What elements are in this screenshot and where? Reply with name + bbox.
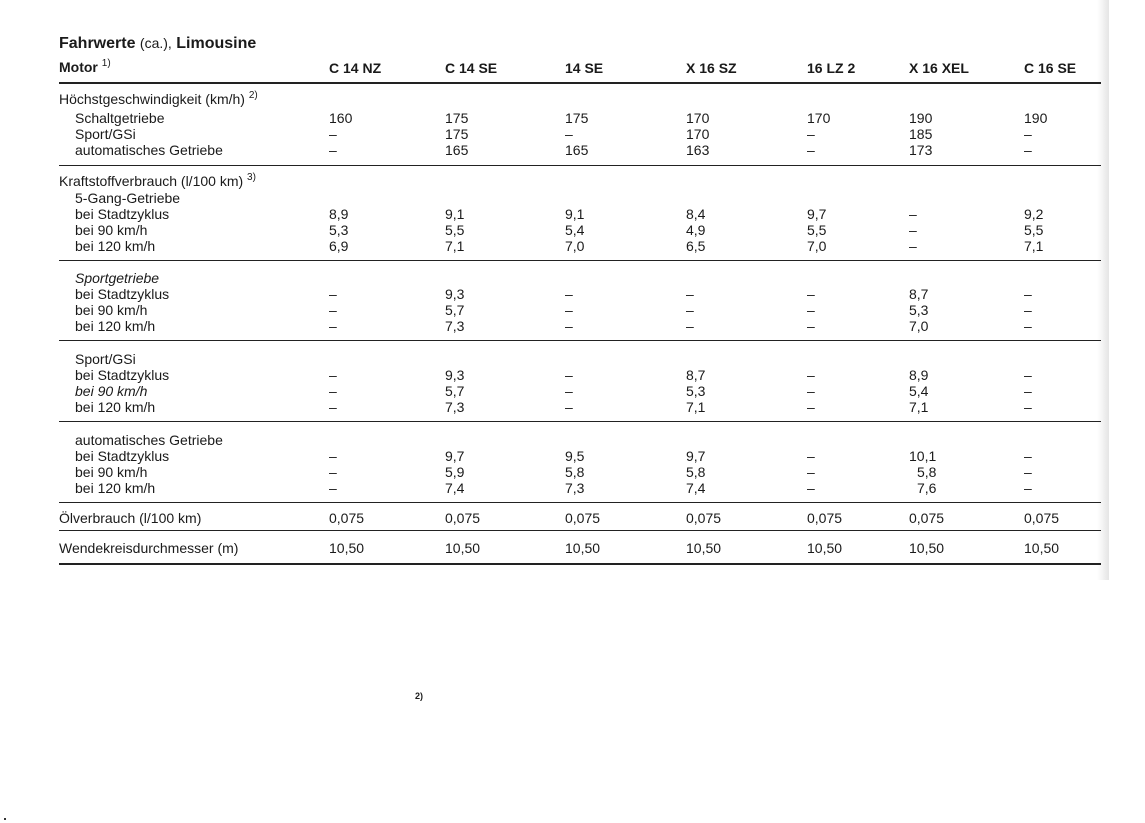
row-label: bei 120 km/h [75,238,156,254]
table-cell: 5,5 [1024,222,1044,238]
row-label: bei 120 km/h [75,318,156,334]
section-divider [59,260,1101,261]
table-cell: 7,1 [909,399,929,415]
table-cell: – [807,448,815,464]
section-divider [59,165,1101,166]
table-cell: – [1024,480,1032,496]
table-cell: 9,7 [445,448,465,464]
table-cell: 10,50 [445,540,481,556]
table-cell: – [329,399,337,415]
table-cell: 8,9 [909,367,929,383]
table-cell: – [565,383,573,399]
section-title-top-speed [59,90,258,107]
section-title-text: Höchstgeschwindigkeit (km/h) [59,91,245,107]
table-cell: 175 [445,110,469,126]
table-cell: 9,7 [807,206,827,222]
table-cell: – [807,302,815,318]
table-cell: – [565,286,573,302]
motor-footnote: 1) [101,58,111,69]
table-cell: – [329,448,337,464]
table-cell: 5,8 [686,464,706,480]
table-cell: 10,50 [807,540,843,556]
table-cell: 9,3 [445,286,465,302]
table-cell: 9,1 [445,206,465,222]
column-header-c14nz: C 14 NZ [329,60,382,76]
table-cell: 10,50 [909,540,945,556]
column-header-14se: 14 SE [565,60,604,76]
row-label: bei 120 km/h [75,399,156,415]
table-cell: 185 [909,126,933,142]
table-cell: 175 [565,110,589,126]
table-cell: 10,50 [565,540,601,556]
table-cell: 7,1 [686,399,706,415]
table-cell: – [807,399,815,415]
table-cell: – [1024,448,1032,464]
row-label: bei 90 km/h [75,222,148,238]
title-body-type: Limousine [176,35,257,52]
table-cell: – [565,367,573,383]
table-cell: – [565,126,573,142]
table-cell: 0,075 [686,510,722,526]
table-cell: – [329,367,337,383]
table-cell: – [329,464,337,480]
table-cell: 7,3 [565,480,585,496]
scan-speck [4,818,6,820]
table-cell: 8,9 [329,206,349,222]
table-cell: 5,8 [565,464,585,480]
table-cell: 9,3 [445,367,465,383]
page-edge-shadow [1097,0,1109,580]
table-cell: 8,4 [686,206,706,222]
table-cell: – [1024,286,1032,302]
section-title-text: Kraftstoffverbrauch (l/100 km) [59,173,244,189]
table-cell: – [807,126,815,142]
row-label: Sport/GSi [75,126,136,142]
table-cell: 7,1 [1024,238,1044,254]
table-cell: 5,3 [329,222,349,238]
table-cell: – [686,318,694,334]
title-approx: (ca.), [139,35,172,51]
table-cell: 5,8 [917,464,937,480]
column-header-c14se: C 14 SE [445,60,498,76]
table-cell: 10,1 [909,448,937,464]
table-cell: – [329,383,337,399]
row-label: bei 120 km/h [75,480,156,496]
table-cell: 6,5 [686,238,706,254]
group-subtitle: 5-Gang-Getriebe [75,190,181,206]
group-subtitle: Sport/GSi [75,351,136,367]
table-cell: – [329,318,337,334]
table-cell: 8,7 [686,367,706,383]
table-cell: – [909,222,917,238]
group-subtitle: automatisches Getriebe [75,432,223,448]
table-cell: 5,4 [565,222,585,238]
table-cell: 165 [445,142,469,158]
table-cell: – [807,286,815,302]
table-cell: 10,50 [686,540,722,556]
section-divider [59,502,1101,503]
table-cell: 7,1 [445,238,465,254]
table-cell: – [909,206,917,222]
section-divider [59,340,1101,341]
table-cell: 6,9 [329,238,349,254]
column-header-16lz2: 16 LZ 2 [807,60,856,76]
table-cell: 7,3 [445,399,465,415]
table-cell: 5,3 [909,302,929,318]
table-cell: 7,6 [917,480,937,496]
table-cell: – [1024,464,1032,480]
footnote-mark: 2) [415,691,424,701]
row-label: bei Stadtzyklus [75,286,170,302]
table-cell: – [1024,302,1032,318]
page-title [59,35,256,53]
table-cell: 5,3 [686,383,706,399]
row-label: bei Stadtzyklus [75,448,170,464]
table-cell: 160 [329,110,353,126]
table-cell: 5,5 [807,222,827,238]
table-cell: 4,9 [686,222,706,238]
table-cell: 0,075 [1024,510,1060,526]
row-label: bei Stadtzyklus [75,206,170,222]
row-label: bei Stadtzyklus [75,367,170,383]
motor-label [59,58,111,75]
section-divider [59,530,1101,531]
table-cell: 5,7 [445,302,465,318]
table-cell: 9,7 [686,448,706,464]
table-cell: – [1024,367,1032,383]
table-cell: 7,4 [445,480,465,496]
table-cell: – [1024,399,1032,415]
table-cell: 10,50 [1024,540,1060,556]
table-cell: 173 [909,142,933,158]
table-cell: 5,9 [445,464,465,480]
table-cell: – [807,383,815,399]
section-divider [59,421,1101,422]
header-rule [59,82,1101,84]
table-cell: 9,2 [1024,206,1044,222]
table-cell: – [565,399,573,415]
table-cell: – [686,302,694,318]
table-cell: 7,4 [686,480,706,496]
table-cell: 7,0 [565,238,585,254]
motor-label-text: Motor [59,59,98,75]
table-cell: 190 [1024,110,1048,126]
table-cell: 7,0 [909,318,929,334]
table-cell: 7,3 [445,318,465,334]
row-label: bei 90 km/h [75,302,148,318]
section-footnote: 2) [248,90,258,101]
table-cell: – [807,480,815,496]
table-cell: 0,075 [445,510,481,526]
table-cell: 190 [909,110,933,126]
turning-circle-label: Wendekreisdurchmesser (m) [59,540,239,556]
table-cell: 170 [686,126,710,142]
row-label: Schaltgetriebe [75,110,165,126]
table-cell: 9,1 [565,206,585,222]
column-header-x16sz: X 16 SZ [686,60,737,76]
table-cell: 5,7 [445,383,465,399]
table-cell: 163 [686,142,710,158]
table-cell: – [909,238,917,254]
table-cell: – [329,142,337,158]
title-main: Fahrwerte [59,35,136,52]
oil-consumption-label: Ölverbrauch (l/100 km) [59,510,202,526]
table-cell: 7,0 [807,238,827,254]
table-cell: 0,075 [909,510,945,526]
table-cell: 0,075 [329,510,365,526]
table-cell: 170 [686,110,710,126]
table-cell: 0,075 [565,510,601,526]
table-cell: 165 [565,142,589,158]
table-cell: – [807,142,815,158]
column-header-c16se: C 16 SE [1024,60,1077,76]
section-footnote: 3) [247,172,256,183]
column-header-x16xel: X 16 XEL [909,60,969,76]
table-cell: – [1024,318,1032,334]
section-title-fuel [59,172,256,189]
table-cell: 10,50 [329,540,365,556]
table-cell: – [686,286,694,302]
table-cell: 5,4 [909,383,929,399]
table-cell: – [1024,383,1032,399]
table-cell: 9,5 [565,448,585,464]
row-label: bei 90 km/h [75,383,148,399]
group-subtitle: Sportgetriebe [75,270,160,286]
row-label: bei 90 km/h [75,464,148,480]
table-cell: – [329,480,337,496]
table-cell: – [1024,126,1032,142]
table-cell: 8,7 [909,286,929,302]
table-cell: – [807,318,815,334]
table-cell: – [565,302,573,318]
table-bottom-rule [59,563,1101,565]
table-cell: – [807,464,815,480]
table-cell: – [329,126,337,142]
table-cell: 175 [445,126,469,142]
table-cell: – [1024,142,1032,158]
table-cell: 0,075 [807,510,843,526]
table-cell: – [807,367,815,383]
row-label: automatisches Getriebe [75,142,223,158]
table-cell: 5,5 [445,222,465,238]
table-cell: – [565,318,573,334]
table-cell: – [329,286,337,302]
table-cell: – [329,302,337,318]
table-cell: 170 [807,110,831,126]
